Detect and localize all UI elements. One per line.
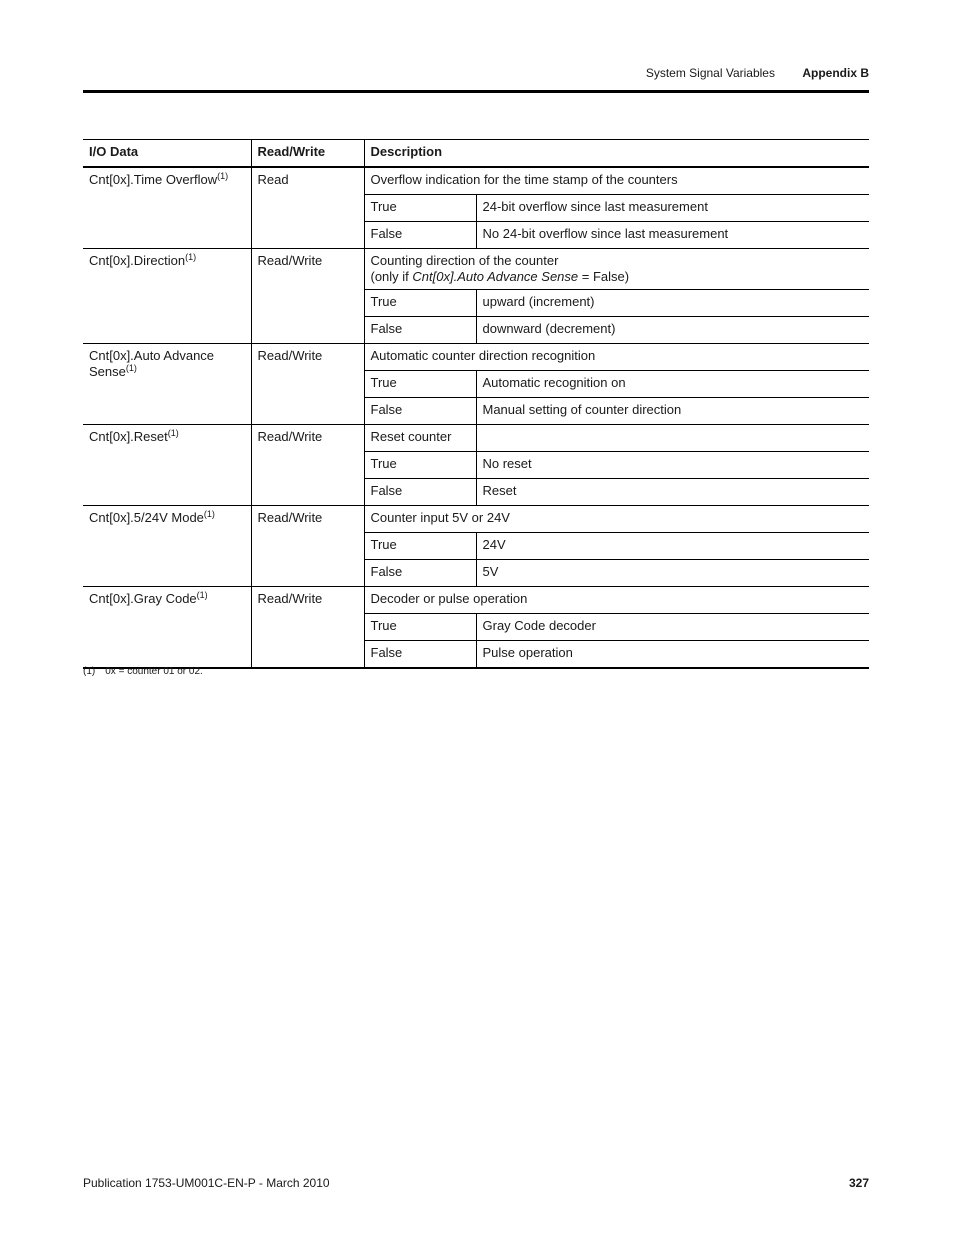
value-state-cell: True: [364, 290, 476, 317]
column-header-description: Description: [364, 140, 869, 168]
access-cell: Read/Write: [251, 425, 364, 506]
io-data-cell: Cnt[0x].5/24V Mode$^{(1)}$: [83, 506, 251, 587]
access-cell: Read/Write: [251, 249, 364, 344]
header-section-title: System Signal Variables: [645, 66, 775, 80]
value-state-cell: False: [364, 641, 476, 669]
footnote-ref: (1): [203, 509, 215, 519]
value-meaning-cell: Reset: [476, 479, 869, 506]
value-state-cell: True: [364, 195, 476, 222]
column-header-read-write: Read/Write: [251, 140, 364, 168]
publication-info: Publication 1753-UM001C-EN-P - March 2010: [83, 1176, 330, 1190]
page-footer: [83, 1176, 869, 1190]
description-cell: Reset counter: [364, 425, 476, 452]
page-number: 327: [848, 1176, 869, 1190]
value-meaning-cell: No reset: [476, 452, 869, 479]
value-state-cell: True: [364, 452, 476, 479]
header-right: [646, 66, 869, 80]
io-data-cell: Cnt[0x].Time Overflow$^{(1)}$: [83, 167, 251, 249]
value-state-cell: False: [364, 398, 476, 425]
value-meaning-cell: 24V: [476, 533, 869, 560]
io-data-cell: Cnt[0x].Reset$^{(1)}$: [83, 425, 251, 506]
value-meaning-cell: 24-bit overflow since last measurement: [476, 195, 869, 222]
table-row: [83, 506, 869, 533]
value-meaning-cell: Pulse operation: [476, 641, 869, 669]
description-cell: Overflow indication for the time stamp of the counters: [364, 167, 869, 195]
page-header: [83, 64, 869, 93]
column-header-io-data: I/O Data: [83, 140, 251, 168]
value-state-cell: True: [364, 533, 476, 560]
value-state-cell: True: [364, 371, 476, 398]
table-row: [83, 167, 869, 195]
io-data-cell: Cnt[0x].Direction$^{(1)}$: [83, 249, 251, 344]
value-state-cell: False: [364, 222, 476, 249]
value-state-cell: False: [364, 560, 476, 587]
footnote-text: 0x = counter 01 or 02.: [105, 666, 203, 677]
value-meaning-cell: Gray Code decoder: [476, 614, 869, 641]
value-state-cell: False: [364, 479, 476, 506]
table-footnote: [83, 666, 203, 677]
header-appendix-label: Appendix B: [802, 66, 869, 80]
footnote-mark: (1): [83, 666, 96, 677]
value-meaning-cell: No 24-bit overflow since last measurement: [476, 222, 869, 249]
table-row: [83, 425, 869, 452]
empty-cell: [476, 425, 869, 452]
io-data-table: [83, 139, 869, 669]
value-meaning-cell: Manual setting of counter direction: [476, 398, 869, 425]
table-header-row: [83, 140, 869, 168]
description-cell: Counter input 5V or 24V: [364, 506, 869, 533]
footnote-ref: (1): [185, 252, 197, 262]
footnote-ref: (1): [217, 171, 229, 181]
value-meaning-cell: downward (decrement): [476, 317, 869, 344]
io-data-cell: Cnt[0x].Gray Code$^{(1)}$: [83, 587, 251, 669]
access-cell: Read/Write: [251, 344, 364, 425]
table-row: [83, 344, 869, 371]
footnote-ref: (1): [167, 428, 179, 438]
description-cell: Automatic counter direction recognition: [364, 344, 869, 371]
footnote-ref: (1): [125, 363, 137, 373]
value-state-cell: False: [364, 317, 476, 344]
table-row: [83, 249, 869, 290]
access-cell: Read/Write: [251, 506, 364, 587]
description-italic-ref: Cnt[0x].Auto Advance Sense: [412, 269, 579, 284]
table-row: [83, 587, 869, 614]
value-meaning-cell: upward (increment): [476, 290, 869, 317]
footnote-ref: (1): [196, 590, 208, 600]
value-meaning-cell: Automatic recognition on: [476, 371, 869, 398]
description-cell: Counting direction of the counter (only if Cnt[0x].Auto Advance Sense = False): [364, 249, 869, 290]
io-data-cell: Cnt[0x].Auto Advance Sense$^{(1)}$: [83, 344, 251, 425]
description-cell: Decoder or pulse operation: [364, 587, 869, 614]
value-meaning-cell: 5V: [476, 560, 869, 587]
access-cell: Read/Write: [251, 587, 364, 669]
value-state-cell: True: [364, 614, 476, 641]
access-cell: Read: [251, 167, 364, 249]
